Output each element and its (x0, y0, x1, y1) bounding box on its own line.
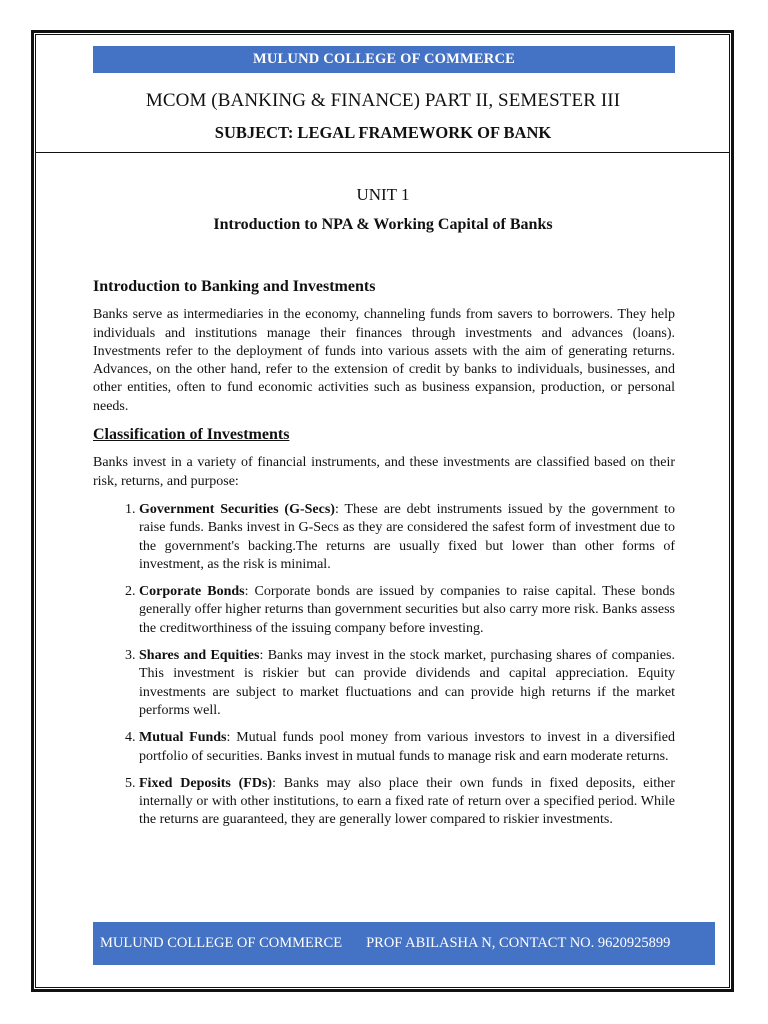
course-title: MCOM (BANKING & FINANCE) PART II, SEMESTER III (145, 90, 621, 111)
list-item (139, 775, 675, 830)
footer-contact: PROF ABILASHA N, CONTACT NO. 9620925899 (366, 935, 671, 951)
item-term: Shares and Equities (139, 648, 260, 664)
list-item (139, 647, 675, 720)
list-item (139, 583, 675, 638)
section-heading-intro: Introduction to Banking and Investments (93, 278, 376, 295)
unit-number: UNIT 1 (356, 185, 410, 204)
document-body (93, 278, 675, 839)
item-text: : These are debt instruments issued by the government to raise funds. Banks invest in G-Secs as they are considered the safest form of investment due to the government's backing.The returns are usually fixed but lower than other forms of investment, as the risk is minimal. (139, 501, 675, 572)
list-item (139, 501, 675, 574)
section-heading-classification: Classification of Investments (93, 426, 290, 444)
item-term: Corporate Bonds (139, 584, 245, 600)
list-item (139, 729, 675, 766)
intro-paragraph: Banks serve as intermediaries in the economy, channeling funds from savers to borrowers. They help individuals and institutions manage their finances through investments and advances (loans). Investments refer to the deployment of funds into various assets with the aim of generating returns. Advances, on the other hand, refer to the extension of credit by banks to individuals, businesses, and other entities, often to fund economic activities such as business expansion, production, or personal needs. (93, 307, 675, 414)
item-text: : Corporate bonds are issued by companies to raise capital. These bonds generally offer higher returns than government securities but also carry more risk. Banks assess the creditworthiness of the issuing company before investing. (139, 584, 675, 636)
college-banner: MULUND COLLEGE OF COMMERCE (93, 46, 675, 73)
footer-banner (93, 922, 715, 965)
subject-title: SUBJECT: LEGAL FRAMEWORK OF BANK (214, 123, 552, 142)
footer-college: MULUND COLLEGE OF COMMERCE (100, 935, 343, 951)
investment-list (93, 501, 675, 830)
item-term: Fixed Deposits (FDs) (139, 775, 273, 791)
header-divider (36, 152, 730, 153)
unit-title: Introduction to NPA & Working Capital of Banks (213, 216, 553, 233)
item-text: : Banks may also place their own funds in fixed deposits, either internally or with other institutions, to earn a fixed rate of return over a specified period. While the returns are guaranteed, they are generally lower compared to riskier investments. (139, 775, 676, 828)
classification-intro: Banks invest in a variety of financial instruments, and these investments are classified based on their risk, returns, and purpose: (93, 455, 675, 489)
item-term: Government Securities (G-Secs) (139, 501, 335, 517)
item-text: : Banks may invest in the stock market, purchasing shares of companies. This investment is riskier but can provide dividends and capital appreciation. Equity investments are subject to market fluctuations and can provide high returns if the market performs well. (139, 648, 676, 718)
item-text: : Mutual funds pool money from various investors to invest in a diversified portfolio of securities. Banks invest in mutual funds to manage risk and earn moderate returns. (139, 730, 675, 764)
item-term: Mutual Funds (139, 730, 227, 746)
